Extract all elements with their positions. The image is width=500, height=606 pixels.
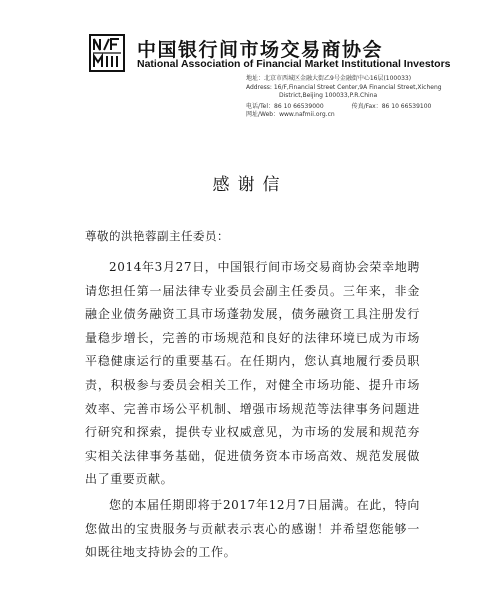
tel-number: 电话/Tel：86 10 66539000	[246, 102, 324, 110]
address-en-line1: Address: 16/F,Financial Street Center,9A Financial Street,Xicheng	[246, 83, 442, 91]
address-cn: 地址：北京市西城区金融大街乙9号金融街中心16层(100033)	[246, 75, 412, 82]
fax-number: 传真/Fax：86 10 66539100	[351, 102, 432, 110]
website: 网址/Web：www.nafmii.org.cn	[246, 111, 335, 118]
phone-fax-row	[246, 103, 486, 112]
salutation: 尊敬的洪艳蓉副主任委员：	[85, 229, 229, 243]
address-en-line2: District,Beijing 100033,P.R.China	[279, 92, 378, 99]
letter-body	[85, 256, 420, 565]
org-name-cn: 中国银行间市场交易商协会	[137, 39, 384, 61]
body-paragraph-1: 2014年3月27日，中国银行间市场交易商协会荣幸地聘请您担任第一届法律专业委员会副主任委员。三年来，非金融企业债务融资工具市场蓬勃发展，债务融资工具注册发行量稳步增长，完善的市场规范和良好的法律环境已成为市场平稳健康运行的重要基石。在任期内，您认真地履行委员职责，积极参与委员会相关工作，对健全市场功能、提升市场效率、完善市场公平机制、增强市场规范等法律事务问题进行研究和探索，提供专业权威意见，为市场的发展和规范夯实相关法律事务基础，促进债务资本市场高效、规范发展做出了重要贡献。	[85, 260, 420, 487]
nafmii-logo-mark	[91, 36, 123, 70]
letter-title: 感谢信	[212, 175, 288, 195]
nafmii-logo	[89, 34, 125, 72]
body-paragraph-2: 您的本届任期即将于2017年12月7日届满。在此，特向您做出的宝贵服务与贡献表示衷心的感谢！并希望您能够一如既往地支持协会的工作。	[85, 497, 420, 560]
contact-block	[246, 75, 486, 120]
org-name-en: National Association of Financial Market Institutional Investors	[137, 58, 451, 70]
